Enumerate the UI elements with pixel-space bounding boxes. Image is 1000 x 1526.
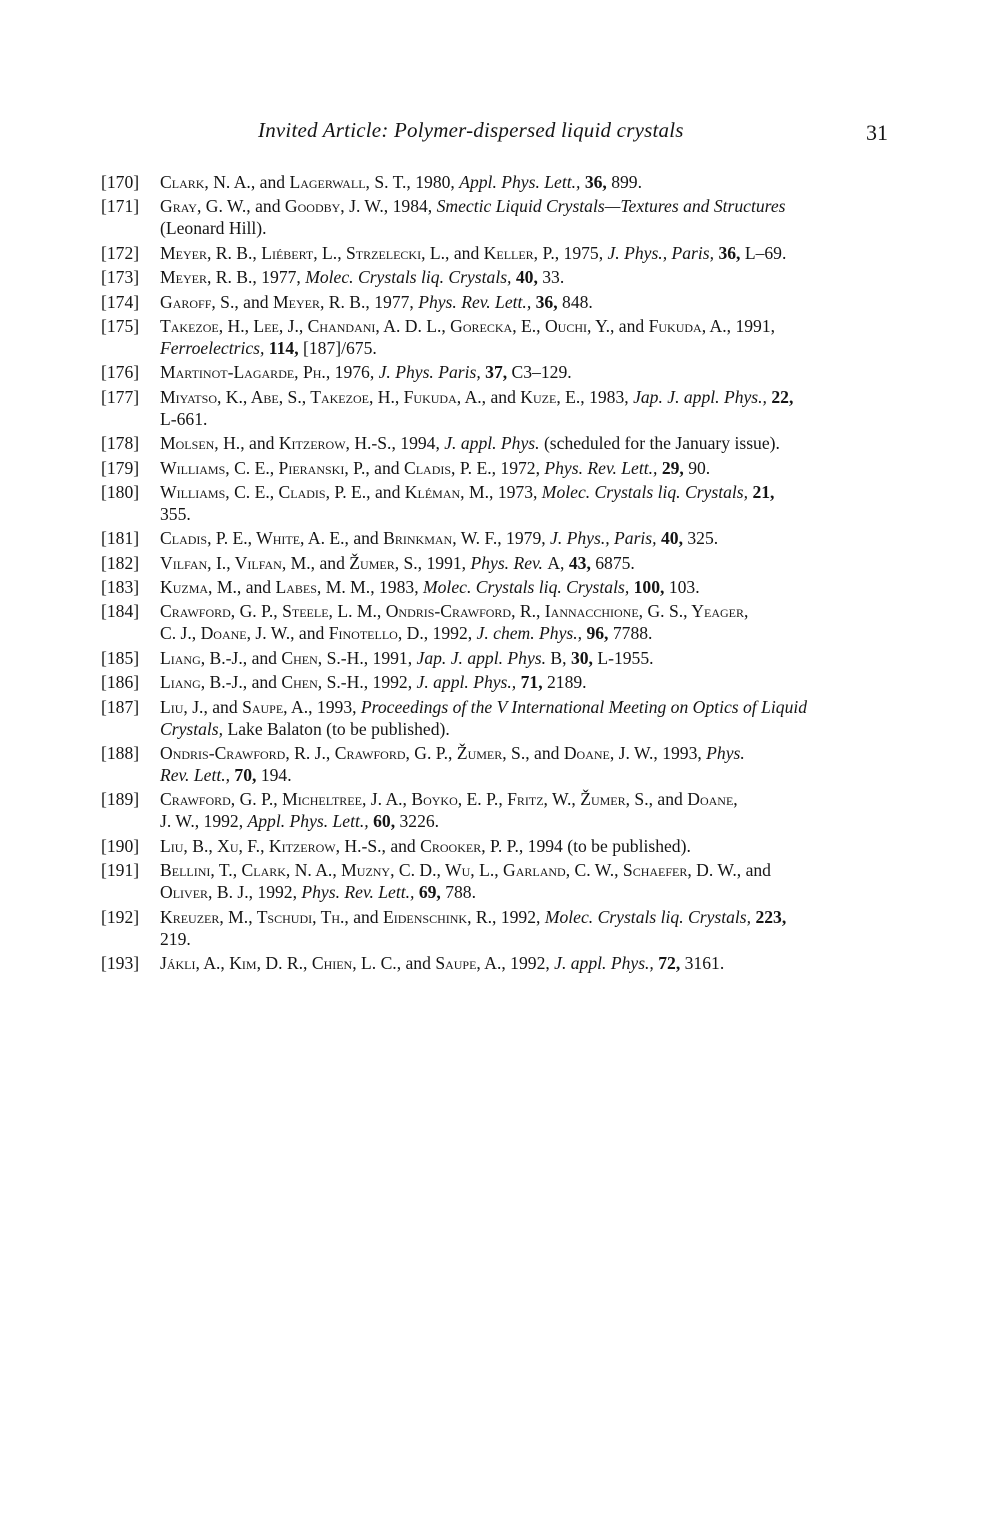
reference-text-segment: J. chem. Phys., — [476, 623, 587, 644]
reference-text-segment: 90. — [688, 457, 711, 478]
reference-text-segment: Crooker, P. P., — [420, 835, 528, 856]
reference-line — [160, 242, 906, 264]
reference-line — [160, 457, 906, 479]
reference-text-segment: 36, — [584, 172, 612, 192]
reference-text-segment: Vilfan, I., Vilfan, M., — [160, 552, 320, 573]
reference-item — [101, 291, 906, 313]
reference-number: [176] — [101, 362, 140, 383]
reference-line — [160, 361, 906, 383]
reference-number: [173] — [101, 267, 140, 288]
reference-text-segment: 223, — [755, 906, 787, 927]
reference-text-segment: Cladis, P. E., White, A. E., — [160, 528, 354, 549]
reference-text-segment: 71, — [520, 672, 547, 693]
reference-line — [160, 742, 906, 764]
reference-line — [160, 576, 906, 598]
reference-text-segment: Takezoe, H., Lee, J., Chandani, A. D. L., Gorecka, E., Ouchi, Y., — [160, 315, 619, 336]
reference-text-segment: J. W., — [160, 811, 204, 832]
reference-text-segment: Liang, B.-J., — [160, 672, 252, 693]
reference-line — [160, 386, 906, 408]
reference-text-segment: Martinot-Lagarde, Ph., — [160, 362, 335, 383]
reference-text-segment: 60, — [373, 811, 400, 832]
reference-text-segment: 37, — [485, 362, 512, 383]
reference-text-segment: Molec. Crystals liq. Crystals, — [422, 577, 634, 598]
reference-number: [187] — [101, 696, 140, 717]
reference-line — [160, 647, 906, 669]
reference-text-segment: Phys. Rev. Lett., — [301, 882, 419, 903]
reference-text-segment: 1983, — [589, 386, 634, 407]
reference-number: [193] — [101, 952, 140, 973]
reference-text-segment: 29, — [661, 457, 689, 478]
reference-line — [160, 315, 906, 337]
reference-text-segment: Molsen, H., — [160, 433, 250, 454]
reference-text-segment: and — [255, 196, 285, 217]
reference-number: [171] — [101, 196, 140, 217]
reference-text-segment: 1991, — [372, 647, 417, 668]
reference-number: [175] — [101, 315, 140, 336]
reference-line — [160, 835, 906, 857]
reference-text-segment: Phys. Rev. Lett., — [544, 457, 662, 478]
reference-text-segment: and — [405, 952, 436, 973]
reference-item — [101, 906, 906, 950]
reference-text-segment: Ferroelectrics, — [160, 337, 269, 358]
reference-number: [189] — [101, 789, 140, 810]
reference-item — [101, 315, 906, 359]
reference-text-segment: 899. — [611, 172, 642, 192]
reference-line — [160, 952, 906, 974]
reference-text-segment: Liang, B.-J., — [160, 647, 252, 668]
reference-text-segment: 1992, — [510, 952, 555, 973]
reference-line — [160, 696, 906, 718]
reference-number: [192] — [101, 906, 140, 927]
reference-number: [183] — [101, 577, 140, 598]
reference-item — [101, 527, 906, 549]
reference-text-segment: and — [353, 528, 384, 549]
reference-text-segment: 40, — [660, 528, 688, 549]
reference-line — [160, 764, 906, 786]
reference-item — [101, 266, 906, 288]
reference-line — [160, 718, 906, 740]
reference-number: [181] — [101, 528, 140, 549]
reference-item — [101, 859, 906, 903]
reference-text-segment: 1984, — [392, 196, 437, 217]
reference-text-segment: 1992, — [432, 623, 477, 644]
reference-line — [160, 671, 906, 693]
reference-text-segment: Clark, N. A., — [160, 172, 260, 192]
reference-text-segment: 1991, — [426, 552, 471, 573]
reference-text-segment: 1994, — [400, 433, 445, 454]
reference-item — [101, 386, 906, 430]
reference-text-segment: 194. — [260, 765, 292, 786]
page-number: 31 — [866, 120, 888, 145]
reference-line — [160, 408, 906, 430]
reference-text-segment: 1993, — [662, 743, 707, 764]
reference-text-segment: Goodby, J. W., — [284, 196, 393, 217]
reference-text-segment: Kuzma, M., — [160, 577, 246, 598]
reference-line — [160, 217, 906, 239]
reference-number: [184] — [101, 601, 140, 622]
reference-text-segment: Garoff, S., — [160, 291, 244, 312]
reference-item — [101, 171, 906, 193]
reference-text-segment: Proceedings of the V International Meeting on Optics of Liquid — [360, 696, 808, 717]
reference-text-segment: Saupe, A., — [242, 696, 317, 717]
reference-text-segment: Kreuzer, M., Tschudi, Th., — [160, 906, 354, 927]
reference-line — [160, 291, 906, 313]
reference-text-segment: 100, — [633, 577, 669, 598]
reference-text-segment: Oliver, B. J., — [160, 882, 258, 903]
reference-text-segment: 1979, — [506, 528, 551, 549]
reference-item — [101, 457, 906, 479]
reference-text-segment: C3–129. — [511, 362, 572, 383]
reference-line — [160, 600, 906, 622]
reference-item — [101, 835, 906, 857]
reference-text-segment: and — [251, 672, 282, 693]
reference-text-segment: 3161. — [684, 952, 725, 973]
reference-text-segment: and — [353, 906, 384, 927]
reference-line — [160, 432, 906, 454]
reference-line — [160, 503, 906, 525]
reference-text-segment: (scheduled for the January issue). — [543, 433, 780, 454]
reference-text-segment: Phys. Rev. Lett., — [418, 291, 536, 312]
reference-text-segment: 40, — [515, 267, 543, 288]
reference-text-segment: J. Phys., Paris, — [550, 528, 661, 549]
reference-text-segment: Jap. J. appl. Phys., — [633, 386, 772, 407]
reference-text-segment: Jákli, A., Kim, D. R., Chien, L. C., — [160, 952, 406, 973]
reference-text-segment: 788. — [445, 882, 476, 903]
reference-text-segment: Žumer, S., — [349, 552, 427, 573]
reference-text-segment: 1992, — [203, 811, 248, 832]
reference-number: [172] — [101, 242, 140, 263]
reference-text-segment: 114, — [268, 337, 304, 358]
reference-number: [178] — [101, 433, 140, 454]
reference-line — [160, 527, 906, 549]
reference-text-segment: and — [212, 696, 243, 717]
reference-text-segment: Meyer, R. B., — [160, 267, 262, 288]
reference-item — [101, 600, 906, 644]
reference-number: [188] — [101, 743, 140, 764]
reference-text-segment: 1992, — [372, 672, 417, 693]
reference-text-segment: 355. — [160, 503, 191, 524]
reference-text-segment: L–69. — [744, 242, 787, 263]
reference-text-segment: and — [618, 315, 649, 336]
reference-text-segment: Crawford, G. P., Micheltree, J. A., Boyko, E. P., Fritz, W., Žumer, S., — [160, 789, 658, 810]
reference-text-segment: Appl. Phys. Lett., — [247, 811, 374, 832]
reference-text-segment: and — [259, 172, 290, 192]
reference-text-segment: Molec. Crystals liq. Crystals, — [544, 906, 756, 927]
reference-text-segment: L-661. — [160, 408, 208, 429]
reference-text-segment: 1980, — [415, 172, 460, 192]
reference-text-segment: 36, — [535, 291, 563, 312]
reference-text-segment: Williams, C. E., Cladis, P. E., — [160, 481, 375, 502]
reference-number: [185] — [101, 647, 140, 668]
reference-text-segment: 1992, — [257, 882, 302, 903]
reference-text-segment: Phys. — [706, 743, 745, 764]
reference-text-segment: 22, — [771, 386, 794, 407]
reference-item — [101, 952, 906, 974]
reference-number: [170] — [101, 172, 140, 192]
reference-text-segment: and — [453, 242, 484, 263]
reference-text-segment: [187]/675. — [303, 337, 377, 358]
reference-text-segment: Lake Balaton (to be published). — [227, 718, 450, 739]
reference-text-segment: and — [374, 481, 405, 502]
reference-text-segment: 1977, — [261, 267, 306, 288]
reference-number: [180] — [101, 481, 140, 502]
reference-text-segment: C. J., Doane, J. W., — [160, 623, 299, 644]
reference-text-segment: 6875. — [595, 552, 635, 573]
reference-text-segment: Miyatso, K., Abe, S., Takezoe, H., Fukuda, A., — [160, 386, 491, 407]
reference-item — [101, 742, 906, 786]
reference-text-segment: Doane, — [687, 789, 738, 810]
reference-text-segment: and — [319, 552, 350, 573]
reference-text-segment: Rev. Lett., — [160, 765, 235, 786]
reference-text-segment: 1983, — [379, 577, 423, 598]
reference-text-segment: and — [245, 577, 276, 598]
reference-text-segment: Crawford, G. P., Steele, L. M., Ondris-Crawford, R., Iannacchione, G. S., Yeager, — [160, 601, 749, 622]
reference-text-segment: Meyer, R. B., — [272, 291, 375, 312]
reference-text-segment: 325. — [687, 528, 719, 549]
reference-text-segment: and — [249, 433, 279, 454]
reference-item — [101, 552, 906, 574]
reference-text-segment: 1993, — [316, 696, 361, 717]
reference-text-segment: and — [745, 860, 771, 881]
reference-number: [191] — [101, 860, 140, 881]
reference-text-segment: 96, — [586, 623, 613, 644]
reference-text-segment: Phys. Rev. — [470, 552, 548, 573]
reference-line — [160, 928, 906, 950]
reference-text-segment: Meyer, R. B., Liébert, L., Strzelecki, L., — [160, 242, 454, 263]
reference-line — [160, 266, 906, 288]
reference-text-segment: J. Phys., Paris, — [607, 242, 719, 263]
reference-item — [101, 481, 906, 525]
reference-text-segment: and — [243, 291, 273, 312]
reference-line — [160, 552, 906, 574]
reference-text-segment: Lagerwall, S. T., — [289, 172, 416, 192]
reference-text-segment: 1992, — [500, 906, 545, 927]
reference-item — [101, 788, 906, 832]
reference-item — [101, 432, 906, 454]
reference-line — [160, 906, 906, 928]
reference-item — [101, 242, 906, 264]
reference-text-segment: A, — [547, 552, 569, 573]
reference-text-segment: and — [490, 386, 521, 407]
reference-item — [101, 647, 906, 669]
reference-text-segment: Kitzerow, H.-S., — [278, 433, 401, 454]
reference-number: [177] — [101, 386, 140, 407]
reference-text-segment: Jap. J. appl. Phys. — [416, 647, 551, 668]
reference-text-segment: Ondris-Crawford, R. J., Crawford, G. P., Žumer, S., — [160, 743, 535, 764]
reference-text-segment: 848. — [562, 291, 593, 312]
reference-item — [101, 195, 906, 239]
reference-text-segment: 30, — [570, 647, 598, 668]
reference-text-segment: Doane, J. W., — [563, 743, 663, 764]
reference-text-segment: J. appl. Phys. — [444, 433, 544, 454]
reference-text-segment: Labes, M. M., — [275, 577, 379, 598]
reference-text-segment: 1977, — [374, 291, 419, 312]
reference-text-segment: 72, — [658, 952, 685, 973]
reference-text-segment: and — [251, 647, 282, 668]
reference-text-segment: 103. — [668, 577, 700, 598]
reference-text-segment: Williams, C. E., Pieranski, P., — [160, 457, 375, 478]
reference-list — [101, 171, 906, 976]
reference-text-segment: J. appl. Phys., — [554, 952, 659, 973]
reference-text-segment: Finotello, D., — [328, 623, 433, 644]
reference-line — [160, 788, 906, 810]
reference-number: [182] — [101, 552, 140, 573]
reference-line — [160, 881, 906, 903]
reference-text-segment: 1973, — [497, 481, 542, 502]
reference-number: [186] — [101, 672, 140, 693]
reference-text-segment: 2189. — [546, 672, 587, 693]
reference-text-segment: Brinkman, W. F., — [383, 528, 507, 549]
reference-text-segment: and — [657, 789, 688, 810]
reference-text-segment: 36, — [718, 242, 745, 263]
reference-text-segment: J. Phys. Paris, — [378, 362, 486, 383]
reference-line — [160, 481, 906, 503]
reference-text-segment: 1991, — [735, 315, 776, 336]
reference-text-segment: Molec. Crystals liq. Crystals, — [541, 481, 753, 502]
reference-item — [101, 671, 906, 693]
reference-text-segment: 1975, — [563, 242, 608, 263]
reference-text-segment: Keller, P., — [483, 242, 564, 263]
reference-text-segment: Kléman, M., — [404, 481, 498, 502]
reference-line — [160, 622, 906, 644]
reference-number: [174] — [101, 291, 140, 312]
reference-text-segment: Smectic Liquid Crystals—Textures and Structures — [436, 196, 786, 217]
reference-item — [101, 361, 906, 383]
reference-text-segment: Eidenschink, R., — [383, 906, 501, 927]
reference-line — [160, 337, 906, 359]
reference-text-segment: 1976, — [334, 362, 379, 383]
reference-text-segment: Liu, B., Xu, F., Kitzerow, H.-S., — [160, 835, 391, 856]
reference-text-segment: and — [374, 457, 404, 478]
reference-line — [160, 859, 906, 881]
reference-text-segment: and — [534, 743, 564, 764]
reference-text-segment: B, — [550, 647, 571, 668]
reference-text-segment: Bellini, T., Clark, N. A., Muzny, C. D., Wu, L., Garland, C. W., Schaefer, D. W., — [160, 860, 746, 881]
reference-line — [160, 195, 906, 217]
reference-text-segment: 3226. — [399, 811, 440, 832]
reference-text-segment: Chen, S.-H., — [281, 672, 373, 693]
reference-text-segment: 219. — [160, 928, 191, 949]
reference-text-segment: Molec. Crystals liq. Crystals, — [305, 267, 516, 288]
reference-text-segment: (Leonard Hill). — [160, 218, 267, 239]
reference-text-segment: 43, — [568, 552, 596, 573]
reference-line — [160, 171, 906, 193]
reference-text-segment: L-1955. — [597, 647, 654, 668]
reference-text-segment: Saupe, A., — [435, 952, 511, 973]
reference-text-segment: and — [390, 835, 421, 856]
reference-text-segment: 70, — [234, 765, 261, 786]
reference-text-segment: Gray, G. W., — [160, 196, 256, 217]
reference-text-segment: 1972, — [500, 457, 545, 478]
reference-text-segment: J. appl. Phys., — [416, 672, 521, 693]
reference-number: [179] — [101, 457, 140, 478]
reference-text-segment: 33. — [542, 267, 565, 288]
reference-text-segment: Cladis, P. E., — [403, 457, 501, 478]
reference-text-segment: Appl. Phys. Lett., — [459, 172, 585, 192]
running-head: Invited Article: Polymer-dispersed liquid crystals — [258, 118, 684, 142]
reference-text-segment: 69, — [418, 882, 446, 903]
reference-text-segment: 7788. — [612, 623, 653, 644]
reference-line — [160, 810, 906, 832]
reference-text-segment: Liu, J., — [160, 696, 213, 717]
reference-number: [190] — [101, 835, 140, 856]
reference-text-segment: Crystals, — [160, 718, 228, 739]
reference-text-segment: Kuze, E., — [520, 386, 590, 407]
reference-text-segment: 1994 (to be published). — [527, 835, 691, 856]
reference-text-segment: and — [298, 623, 329, 644]
reference-text-segment: Fukuda, A., — [648, 315, 736, 336]
reference-text-segment: 21, — [752, 481, 775, 502]
reference-item — [101, 696, 906, 740]
reference-text-segment: Chen, S.-H., — [281, 647, 373, 668]
reference-item — [101, 576, 906, 598]
